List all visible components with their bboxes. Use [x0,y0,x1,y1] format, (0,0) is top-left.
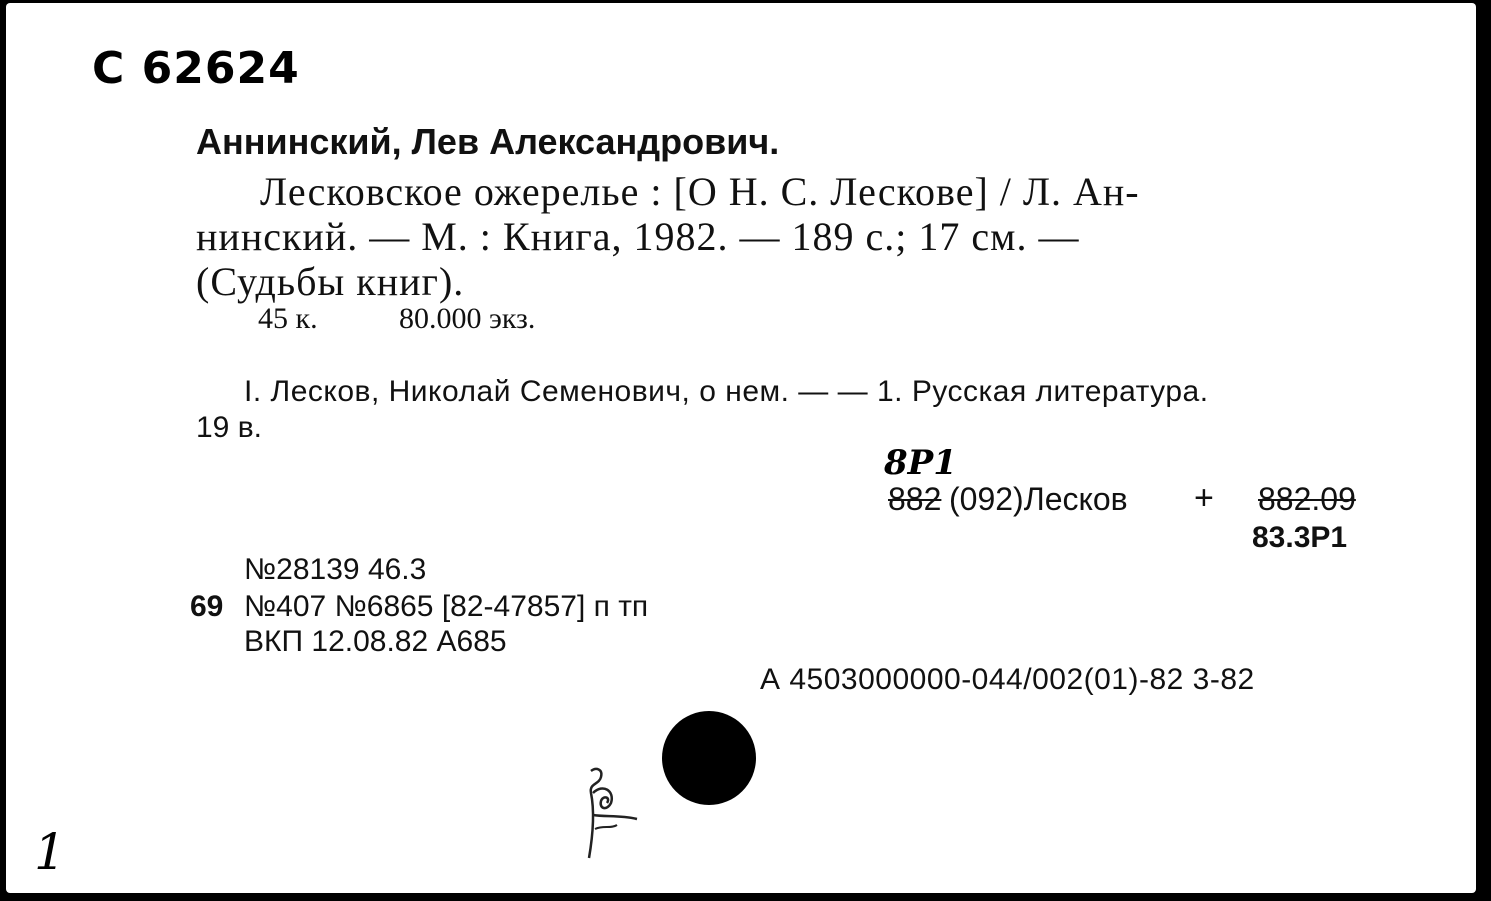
description-line-2: нинский. — М. : Книга, 1982. — 189 с.; 17 см. — [196,214,1080,259]
udc-code: (092)Лесков [949,481,1128,517]
udc-struck: 882 [888,481,942,517]
handwritten-scribble-icon [571,763,651,863]
print-run: 80.000 экз. [399,302,536,335]
price: 45 к. [258,302,318,335]
catalog-card [6,3,1476,893]
corner-handwritten-mark: 1 [34,823,66,881]
card-number: С 62624 [92,43,300,94]
plus-sign: + [1194,479,1214,517]
author-heading: Аннинский, Лев Александрович. [196,121,780,162]
description-line-1: Лесковское ожерелье : [О Н. С. Лескове] / Л. Ан- [260,169,1140,214]
handwritten-udc-correction: 8Р1 [884,443,957,483]
registry-line-2: №407 №6865 [82-47857] п тп [244,590,649,623]
registry-line-1: №28139 46.3 [244,553,427,586]
subjects-line-1: I. Лесков, Николай Семенович, о нем. — — 1. Русская литература. [244,375,1209,408]
bbk-code: 83.3Р1 [1252,521,1348,554]
subjects-line-2: 19 в. [196,411,262,444]
udc2-struck: 882.09 [1258,481,1356,517]
code-line: А 4503000000-044/002(01)-82 3-82 [760,663,1255,696]
registry-prefix: 69 [190,590,224,623]
description-line-3: (Судьбы книг). [196,259,465,304]
registry-line-3: ВКП 12.08.82 А685 [244,625,507,658]
punch-hole [662,711,756,805]
